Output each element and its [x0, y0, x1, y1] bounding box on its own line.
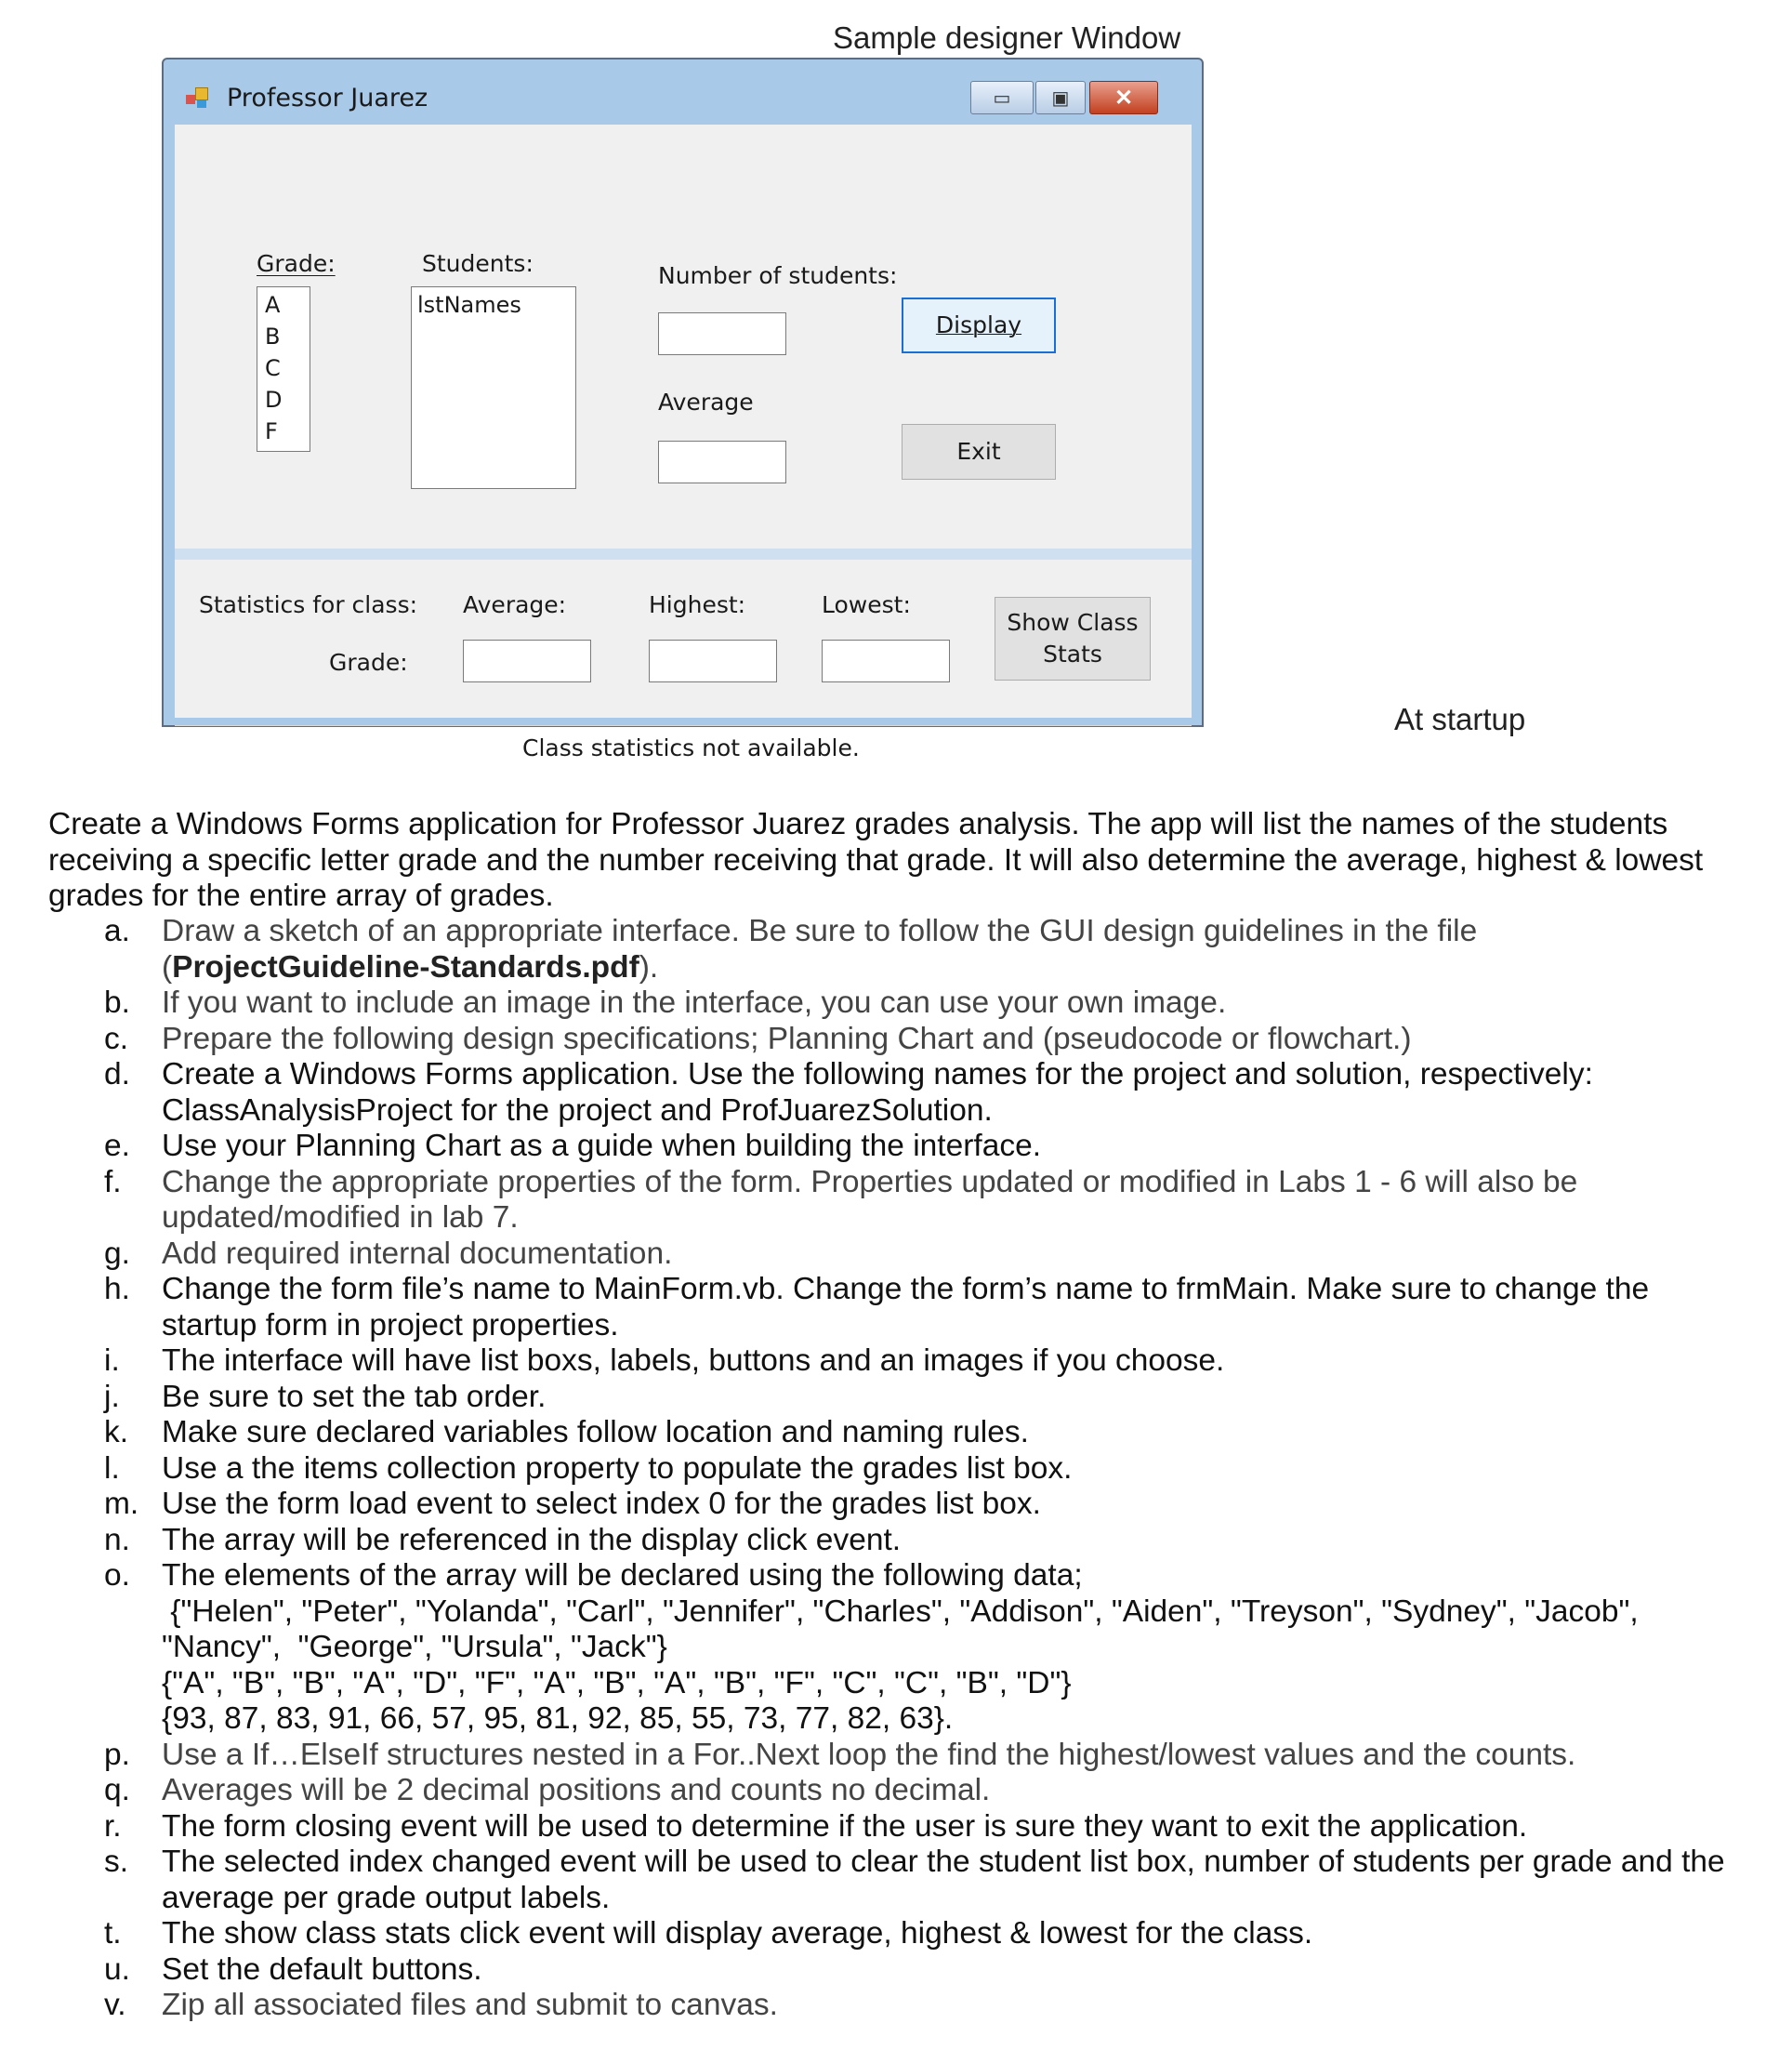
intro-line: Create a Windows Forms application for Professor Juarez grades analysis. The app will list the names of the students	[48, 807, 1668, 841]
guideline-file-name: ProjectGuideline-Standards.pdf	[172, 949, 639, 985]
form-client-area	[175, 125, 1192, 761]
item-text-post: ).	[639, 949, 659, 985]
list-item	[48, 1809, 1759, 1845]
item-text: Use a the items collection property to populate the grades list box.	[162, 1450, 1073, 1486]
list-item	[48, 1022, 1759, 1058]
item-letter: v.	[104, 1988, 126, 2022]
item-text: The show class stats click event will display average, highest & lowest for the class.	[162, 1916, 1313, 1951]
list-item	[48, 1237, 1759, 1273]
list-item	[48, 1845, 1759, 1916]
show-class-stats-button[interactable]	[995, 597, 1151, 681]
item-text: {"A", "B", "B", "A", "D", "F", "A", "B", "A", "B", "F", "C", "C", "B", "D"}	[162, 1665, 1072, 1700]
item-letter: l.	[104, 1450, 120, 1486]
item-text: Use the form load event to select index 0 for the grades list box.	[162, 1487, 1041, 1521]
item-letter: k.	[104, 1415, 129, 1449]
item-letter: u.	[104, 1951, 130, 1987]
item-text: Use your Planning Chart as a guide when building the interface.	[162, 1129, 1042, 1163]
item-letter: b.	[104, 985, 130, 1020]
stats-lowest-label: Lowest:	[822, 591, 911, 618]
item-text: Draw a sketch of an appropriate interface. Be sure to follow the GUI design guidelines in the file	[162, 914, 1478, 948]
number-of-students-label: Number of students:	[658, 262, 898, 289]
form-icon	[186, 87, 210, 110]
minimize-button[interactable]	[970, 81, 1034, 114]
intro-paragraph	[48, 807, 1759, 915]
intro-line: grades for the entire array of grades.	[48, 879, 554, 913]
item-letter: r.	[104, 1808, 122, 1844]
item-letter: f.	[104, 1164, 122, 1199]
exit-button[interactable]	[902, 424, 1056, 480]
item-text: Use a If…ElseIf structures nested in a For..Next loop the find the highest/lowest values and the counts.	[162, 1737, 1576, 1772]
stats-average-output	[463, 640, 591, 682]
title-bar	[164, 60, 1202, 123]
grade-item[interactable]: A	[265, 292, 281, 318]
grade-item[interactable]: F	[265, 418, 278, 444]
requirements-list	[48, 914, 1759, 2024]
list-item	[48, 1916, 1759, 1952]
item-text: "Nancy", "George", "Ursula", "Jack"}	[162, 1630, 667, 1664]
statistics-label: Statistics for class:	[199, 591, 418, 618]
item-text: Change the form file’s name to MainForm.vb. Change the form’s name to frmMain. Make sure to change the	[162, 1272, 1650, 1306]
status-message: Class statistics not available.	[522, 734, 860, 761]
item-text: {"Helen", "Peter", "Yolanda", "Carl", "Jennifer", "Charles", "Addison", "Aiden", "Treyson", "Sydney", "Jacob",	[162, 1594, 1639, 1629]
average-label: Average	[658, 389, 754, 416]
designer-window	[162, 58, 1204, 761]
grade-item[interactable]: B	[265, 324, 281, 350]
item-text: Create a Windows Forms application. Use the following names for the project and solution, respectively:	[162, 1057, 1593, 1091]
item-letter: s.	[104, 1845, 129, 1879]
list-item	[48, 1558, 1759, 1738]
item-text: The elements of the array will be declared using the following data;	[162, 1558, 1083, 1593]
display-button-label: Display	[935, 311, 1022, 338]
list-item	[48, 1773, 1759, 1809]
item-text: updated/modified in lab 7.	[162, 1200, 519, 1235]
list-item	[48, 1952, 1759, 1989]
item-text: startup form in project properties.	[162, 1307, 619, 1342]
item-text: The interface will have list boxs, labels, buttons and an images if you choose.	[162, 1343, 1225, 1378]
intro-line: receiving a specific letter grade and the number receiving that grade. It will also determine the average, highest & lowest	[48, 842, 1704, 878]
item-text: Be sure to set the tab order.	[162, 1379, 547, 1414]
list-item	[48, 1343, 1759, 1380]
list-item	[48, 1415, 1759, 1451]
minimize-icon: ▭	[993, 87, 1011, 109]
exit-button-label: Exit	[956, 438, 1001, 465]
item-text: Add required internal documentation.	[162, 1236, 673, 1271]
designer-caption: Sample designer Window	[833, 20, 1181, 55]
list-item	[48, 1988, 1759, 2024]
average-output	[658, 441, 786, 483]
item-text: Averages will be 2 decimal positions and counts no decimal.	[162, 1773, 991, 1807]
item-text: The selected index changed event will be used to clear the student list box, number of students per grade and the	[162, 1845, 1725, 1879]
maximize-button[interactable]	[1035, 81, 1086, 114]
item-letter: p.	[104, 1737, 130, 1772]
students-listbox[interactable]	[411, 286, 576, 489]
item-letter: m.	[104, 1487, 139, 1521]
list-item	[48, 985, 1759, 1022]
show-class-stats-label-line2: Stats	[1043, 641, 1102, 668]
list-item	[48, 1523, 1759, 1559]
window-title: Professor Juarez	[227, 84, 428, 112]
item-letter: o.	[104, 1558, 130, 1593]
item-text-pre: (	[162, 949, 173, 985]
number-of-students-output	[658, 312, 786, 355]
grade-listbox[interactable]	[257, 286, 310, 452]
list-item	[48, 1057, 1759, 1129]
item-letter: i.	[104, 1343, 120, 1378]
display-button[interactable]	[902, 298, 1056, 353]
item-text: ClassAnalysisProject for the project and ProfJuarezSolution.	[162, 1092, 993, 1128]
item-letter: d.	[104, 1057, 130, 1091]
list-item	[48, 1738, 1759, 1774]
item-letter: h.	[104, 1272, 130, 1306]
grade-label: Grade:	[257, 250, 336, 277]
item-text: Change the appropriate properties of the form. Properties updated or modified in Labs 1 - 6 will also be	[162, 1164, 1578, 1199]
grade-item[interactable]: C	[265, 355, 281, 381]
close-icon: ✕	[1113, 85, 1134, 111]
show-class-stats-label-line1: Show Class	[1007, 609, 1139, 636]
item-text: Make sure declared variables follow location and naming rules.	[162, 1415, 1029, 1449]
item-letter: a.	[104, 914, 130, 948]
students-label: Students:	[422, 250, 534, 277]
list-item	[48, 1487, 1759, 1523]
list-item	[48, 1272, 1759, 1343]
item-text: The array will be referenced in the display click event.	[162, 1522, 902, 1557]
stats-highest-output	[649, 640, 777, 682]
students-listbox-name: lstNames	[417, 292, 521, 318]
stats-average-label: Average:	[463, 591, 567, 618]
stats-lowest-output	[822, 640, 950, 682]
list-item	[48, 1380, 1759, 1416]
list-item	[48, 1129, 1759, 1165]
item-letter: t.	[104, 1916, 122, 1951]
list-item	[48, 914, 1759, 985]
item-letter: c.	[104, 1021, 129, 1056]
item-letter: j.	[104, 1379, 120, 1414]
grade-item[interactable]: D	[265, 387, 283, 413]
item-text: average per grade output labels.	[162, 1880, 611, 1915]
item-text: Prepare the following design specifications; Planning Chart and (pseudocode or flowchart.)	[162, 1021, 1412, 1056]
list-item	[48, 1451, 1759, 1488]
at-startup-label: At startup	[1394, 702, 1526, 736]
item-letter: g.	[104, 1236, 130, 1271]
item-text: The form closing event will be used to determine if the user is sure they want to exit the application.	[162, 1808, 1528, 1844]
item-text: {93, 87, 83, 91, 66, 57, 95, 81, 92, 85, 55, 73, 77, 82, 63}.	[162, 1701, 954, 1736]
list-item	[48, 1165, 1759, 1237]
grade-row-label: Grade:	[329, 649, 408, 676]
status-separator	[175, 725, 1192, 726]
section-divider	[175, 549, 1192, 560]
item-text: Set the default buttons.	[162, 1951, 482, 1987]
restore-icon: ▣	[1051, 87, 1070, 109]
close-button[interactable]	[1089, 81, 1158, 114]
item-text: Zip all associated files and submit to canvas.	[162, 1988, 778, 2022]
stats-highest-label: Highest:	[649, 591, 746, 618]
item-letter: e.	[104, 1129, 130, 1163]
item-letter: q.	[104, 1773, 130, 1807]
item-text: If you want to include an image in the interface, you can use your own image.	[162, 985, 1227, 1020]
item-letter: n.	[104, 1522, 130, 1557]
